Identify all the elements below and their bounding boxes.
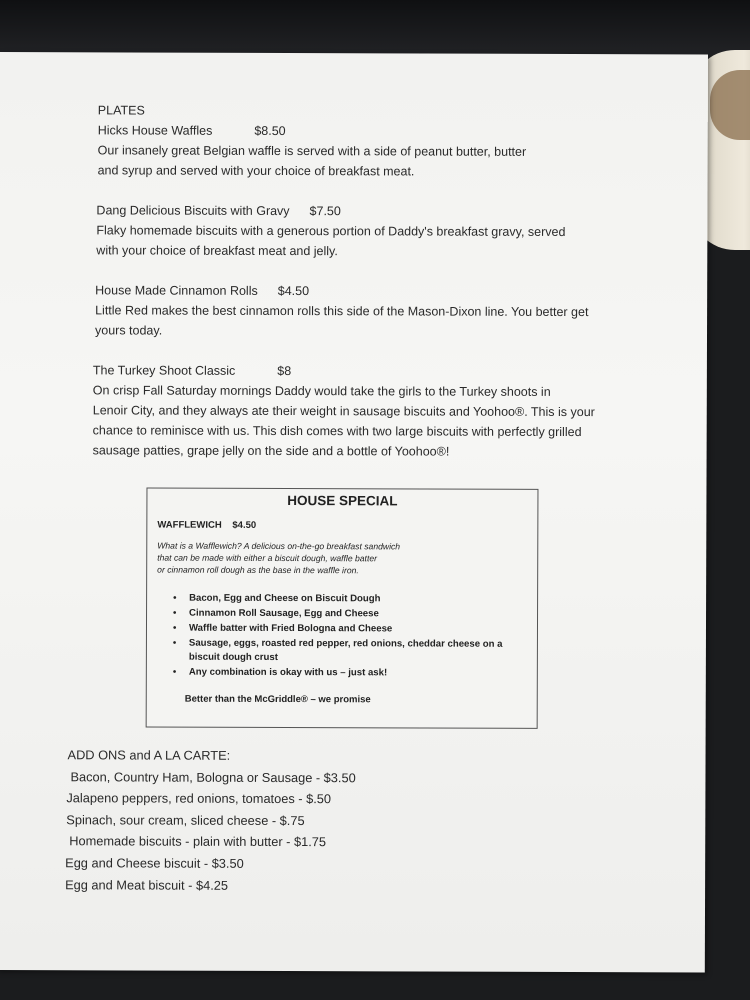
list-item: • Sausage, eggs, roasted red pepper, red onions, cheddar cheese on a biscuit dough crust [173, 637, 523, 666]
item-price: $8 [277, 363, 292, 379]
menu-sheet [0, 52, 708, 972]
item-name: Hicks House Waffles [97, 123, 213, 138]
item-name: The Turkey Shoot Classic [92, 363, 236, 378]
list-item: Spinach, sour cream, sliced cheese - $.75 [66, 812, 305, 828]
plates-heading: PLATES [97, 103, 145, 118]
menu-item-biscuits-gravy [96, 200, 595, 262]
special-tagline: Better than the McGriddle® – we promise [184, 693, 371, 706]
plates-section [92, 100, 596, 462]
special-item-heading [157, 520, 256, 531]
special-item-price: $4.50 [232, 519, 257, 531]
list-item: Egg and Cheese biscuit - $3.50 [65, 855, 244, 871]
item-description-line: with your choice of breakfast meat and jelly. [96, 243, 338, 259]
item-description-line: Little Red makes the best cinnamon rolls this side of the Mason-Dixon line. You better get [95, 303, 589, 320]
item-name: Dang Delicious Biscuits with Gravy [96, 203, 290, 219]
item-description-line: yours today. [95, 323, 163, 338]
special-options-list [173, 592, 523, 682]
list-item: Bacon, Country Ham, Bologna or Sausage - $3.50 [70, 768, 356, 785]
special-description: What is a Wafflewich? A delicious on-the-go breakfast sandwich that can be made with either a biscuit dough, waffle batter or cinnamon roll dough as the base in the waffle iron. [157, 540, 401, 576]
item-name: House Made Cinnamon Rolls [95, 283, 258, 298]
item-description-line: chance to reminisce with us. This dish comes with two large biscuits with perfectly grilled [92, 423, 582, 440]
item-price: $8.50 [254, 123, 286, 138]
special-item-name: WAFFLEWICH [157, 519, 222, 531]
house-special-box [146, 488, 539, 729]
list-item: Jalapeno peppers, red onions, tomatoes - $.50 [66, 790, 332, 807]
list-item: • Waffle batter with Fried Bologna and Cheese [173, 622, 523, 637]
list-item: Homemade biscuits - plain with butter - $1.75 [69, 833, 327, 850]
item-description-line: Flaky homemade biscuits with a generous portion of Daddy's breakfast gravy, served [96, 223, 566, 239]
item-description-line: Our insanely great Belgian waffle is served with a side of peanut butter, butter [97, 143, 527, 159]
menu-item-waffles [98, 120, 596, 182]
addons-heading: ADD ONS and A LA CARTE: [67, 747, 231, 763]
menu-item-turkey-shoot [93, 360, 595, 462]
item-description-line: On crisp Fall Saturday mornings Daddy would take the girls to the Turkey shoots in [92, 383, 551, 399]
item-price: $4.50 [277, 283, 310, 299]
list-item: Egg and Meat biscuit - $4.25 [65, 876, 229, 893]
list-item: • Any combination is okay with us – just ask! [173, 666, 523, 681]
item-description-line: sausage patties, grape jelly on the side and a bottle of Yoohoo®! [92, 443, 450, 459]
item-description-line: Lenoir City, and they always ate their weight in sausage biscuits and Yoohoo®. This is your [92, 403, 595, 420]
item-price: $7.50 [309, 204, 341, 219]
list-item: • Cinnamon Roll Sausage, Egg and Cheese [173, 607, 523, 622]
special-title: HOUSE SPECIAL [287, 493, 398, 509]
item-description-line: and syrup and served with your choice of breakfast meat. [97, 163, 415, 179]
menu-item-cinnamon-rolls [95, 280, 595, 342]
addons-section [67, 744, 356, 896]
list-item: • Bacon, Egg and Cheese on Biscuit Dough [173, 592, 523, 607]
